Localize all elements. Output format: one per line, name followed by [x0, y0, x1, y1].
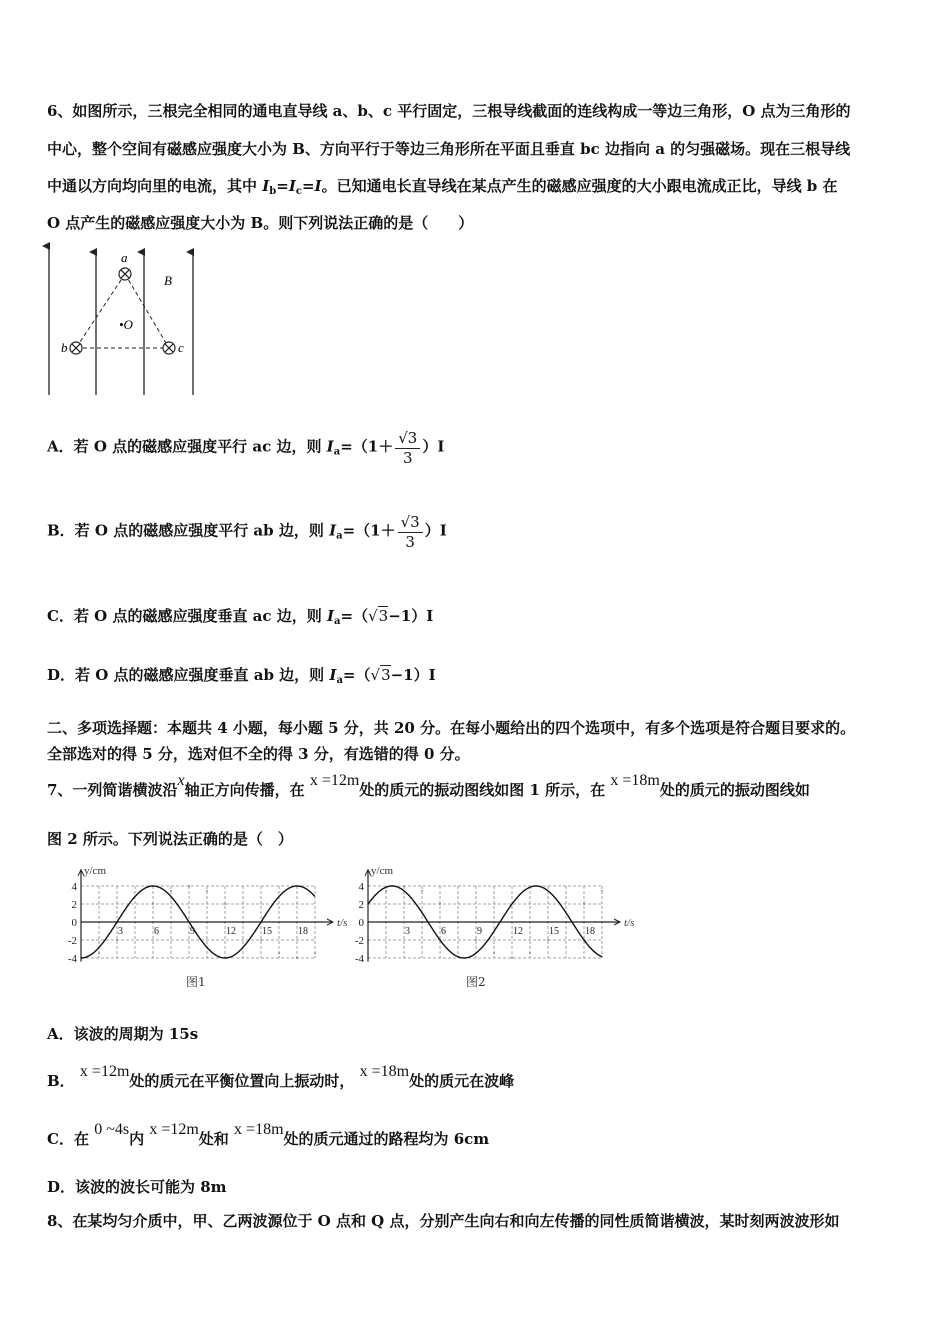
q6-option-d-sqrt: √3 [370, 666, 391, 684]
data-point [224, 903, 225, 904]
q6-option-a[interactable] [47, 428, 444, 467]
label-b: b [61, 340, 68, 355]
q6-option-a-mid: =（1＋ [340, 437, 394, 456]
q6-line-1: 6、如图所示，三根完全相同的通电直导线 a、b、c 平行固定，三根导线截面的连线构成一等边三角形，O 点为三角形的 [47, 102, 851, 120]
q7-option-c[interactable] [47, 1121, 490, 1149]
q7-x-var: x [177, 772, 185, 789]
data-point [439, 903, 440, 904]
q7-line-2: 图 2 所示。下列说法正确的是（ ） [47, 830, 293, 848]
q7-option-b-x12: x =12m [79, 1063, 130, 1080]
q6-option-c-radicand: 3 [378, 607, 389, 625]
data-point [206, 890, 207, 891]
q6-option-c[interactable] [47, 605, 433, 627]
y-tick-label: 0 [358, 917, 364, 929]
wire-b-cross-icon [70, 342, 82, 354]
data-point [511, 957, 512, 958]
y-tick-label: -4 [354, 953, 364, 965]
q7-option-b-text-1: 处的质元在平衡位置向上振动时， [129, 1072, 355, 1090]
q7-option-c-label: C．在 [47, 1130, 89, 1148]
q6-option-a-end: ）I [422, 437, 445, 456]
q6-option-d-sub: a [336, 675, 343, 686]
x-tick-label: 6 [441, 926, 446, 937]
q7-option-a[interactable]: A．该波的周期为 15s [47, 1025, 199, 1043]
q6-option-a-var: I [326, 437, 334, 456]
q7-option-b-x18: x =18m [359, 1063, 410, 1080]
q6-option-b-num: √3 [398, 512, 423, 533]
data-point [170, 890, 171, 891]
q7-text-3: 处的质元的振动图线如图 1 所示，在 [359, 781, 606, 799]
data-point [242, 921, 243, 922]
q6-option-d-radicand: 3 [381, 666, 391, 684]
y-tick-label: 0 [71, 917, 77, 929]
x-tick-label: 15 [549, 926, 559, 937]
y-tick-label: -2 [354, 935, 364, 947]
data-point [116, 939, 117, 940]
data-point [98, 953, 99, 954]
data-point [385, 890, 386, 891]
q6-figure [40, 240, 210, 400]
q6-option-a-num: √3 [395, 428, 420, 449]
q6-option-c-end: −1）I [388, 607, 434, 625]
q6-option-c-sqrt: √3 [368, 607, 389, 625]
x-tick-label: 15 [262, 926, 272, 937]
data-point [475, 939, 476, 940]
x-tick-label: 6 [154, 926, 159, 937]
data-point [457, 921, 458, 922]
data-point [134, 921, 135, 922]
side-ab [76, 274, 125, 348]
q6-option-a-sub: a [333, 446, 341, 458]
q6-option-d-end: −1）I [390, 666, 436, 684]
q6-option-c-prefix: C．若 O 点的磁感应强度垂直 ac 边，则 [47, 607, 327, 625]
data-point [421, 890, 422, 891]
data-point [80, 957, 81, 958]
wire-a-cross-icon [119, 268, 131, 280]
x-tick-label: 12 [513, 926, 523, 937]
q7-x12: x =12m [309, 772, 360, 789]
y-tick-label: 4 [358, 881, 364, 893]
data-point [547, 939, 548, 940]
q6-option-b-prefix: B．若 O 点的磁感应强度平行 ab 边，则 [47, 521, 330, 540]
q7-option-c-text-3: 处的质元通过的路程均为 6cm [283, 1130, 490, 1148]
data-point [367, 903, 368, 904]
q6-option-c-mid: =（ [340, 607, 369, 625]
x-tick-label: 12 [226, 926, 236, 937]
q6-option-b[interactable] [47, 512, 447, 551]
q7-text-2: 轴正方向传播，在 [184, 781, 305, 799]
y-tick-label: 2 [71, 899, 77, 911]
q7-line-1 [47, 772, 810, 801]
x-tick-label: 9 [190, 926, 195, 937]
q6-option-b-mid: =（1＋ [342, 521, 396, 540]
q7-option-d[interactable]: D．该波的波长可能为 8m [47, 1178, 227, 1196]
q6-option-c-sub: a [334, 616, 341, 627]
q6-line-3: 中通以方向均向里的电流，其中 $I_b=I_c=I$。已知通电长直导线在某点产生的磁感应强度的大小跟电流成正比，导线 b 在 [47, 177, 838, 197]
y-tick-label: -4 [67, 953, 77, 965]
data-point [529, 953, 530, 954]
data-point [583, 903, 584, 904]
q6-option-d-mid: =（ [342, 666, 371, 684]
x-tick-label: 18 [298, 926, 308, 937]
q6-option-c-var: I [326, 607, 335, 625]
y-tick-label: 2 [358, 899, 364, 911]
q7-option-c-text-2: 处和 [198, 1130, 229, 1148]
graph-2-caption: 图2 [466, 975, 486, 989]
label-field-B: B [164, 273, 172, 288]
q8-line-1: 8、在某均匀介质中，甲、乙两波源位于 O 点和 Q 点，分别产生向右和向左传播的同性质简谐横波，某时刻两波波形如 [47, 1212, 840, 1230]
q6-line-2: 中心，整个空间有磁感应强度大小为 B、方向平行于等边三角形所在平面且垂直 bc 边指向 a 的匀强磁场。现在三根导线 [47, 140, 851, 158]
q7-x18: x =18m [610, 772, 660, 789]
q7-option-c-x18: x =18m [234, 1121, 284, 1138]
y-tick-label: -2 [67, 935, 77, 947]
data-point [188, 885, 189, 886]
data-point [314, 953, 315, 954]
data-point [152, 903, 153, 904]
y-tick-label: 4 [71, 881, 77, 893]
q6-option-a-fraction [395, 428, 420, 467]
q7-option-b-text-2: 处的质元在波峰 [409, 1072, 515, 1090]
q6-line-3a: 中通以方向均向里的电流，其中 [47, 177, 263, 195]
x-axis-label: t/s [337, 917, 348, 929]
x-tick-label: 3 [405, 926, 410, 937]
data-point [278, 953, 279, 954]
q6-option-b-sub: a [336, 530, 343, 542]
section2-line-2: 全部选对的得 5 分，选对但不全的得 3 分，有选错的得 0 分。 [47, 745, 470, 763]
graph-1-caption: 图1 [186, 975, 206, 989]
q6-option-a-den: 3 [402, 449, 413, 467]
x-tick-label: 3 [118, 926, 123, 937]
side-ac [125, 274, 169, 348]
section2-line-1: 二、多项选择题：本题共 4 小题，每小题 5 分，共 20 分。在每小题给出的四个选项中，有多个选项是符合题目要求的。 [47, 719, 856, 737]
q6-line-4: O 点产生的磁感应强度大小为 B。则下列说法正确的是（ ） [47, 214, 474, 232]
q6-option-d-var: I [329, 666, 337, 684]
data-point [403, 885, 404, 886]
q6-option-d[interactable] [47, 664, 436, 686]
data-point [260, 939, 261, 940]
x-tick-label: 9 [477, 926, 482, 937]
data-point [565, 921, 566, 922]
q6-option-b-var: I [329, 521, 337, 540]
x-tick-label: 18 [585, 926, 595, 937]
q7-option-b-label: B． [47, 1072, 75, 1090]
y-axis-label: y/cm [371, 864, 393, 877]
wire-c-cross-icon [163, 342, 175, 354]
q7-option-c-text-1: 内 [129, 1130, 145, 1148]
q7-option-b[interactable] [47, 1063, 515, 1091]
data-point [493, 953, 494, 954]
q6-line-3b: 。已知通电长直导线在某点产生的磁感应强度的大小跟电流成正比，导线 b 在 [321, 177, 838, 195]
q6-option-b-fraction [398, 512, 423, 551]
x-axis-label: t/s [624, 917, 635, 929]
label-a: a [121, 250, 128, 265]
q7-option-c-x12: x =12m [149, 1121, 199, 1138]
q6-option-b-end: ）I [424, 521, 447, 540]
q6-option-d-prefix: D．若 O 点的磁感应强度垂直 ab 边，则 [47, 666, 330, 684]
q7-option-c-range: 0 ~4s [94, 1121, 130, 1138]
y-axis-label: y/cm [84, 864, 106, 877]
data-point [296, 957, 297, 958]
label-c: c [178, 340, 184, 355]
label-o: •O [119, 317, 133, 332]
q7-graph-2 [342, 858, 642, 998]
q6-option-a-prefix: A．若 O 点的磁感应强度平行 ac 边，则 [47, 437, 327, 456]
q6-option-b-den: 3 [405, 533, 415, 551]
data-point [601, 890, 602, 891]
q7-text-1: 7、一列简谐横波沿 [47, 781, 178, 799]
q7-text-4: 处的质元的振动图线如 [659, 781, 810, 799]
